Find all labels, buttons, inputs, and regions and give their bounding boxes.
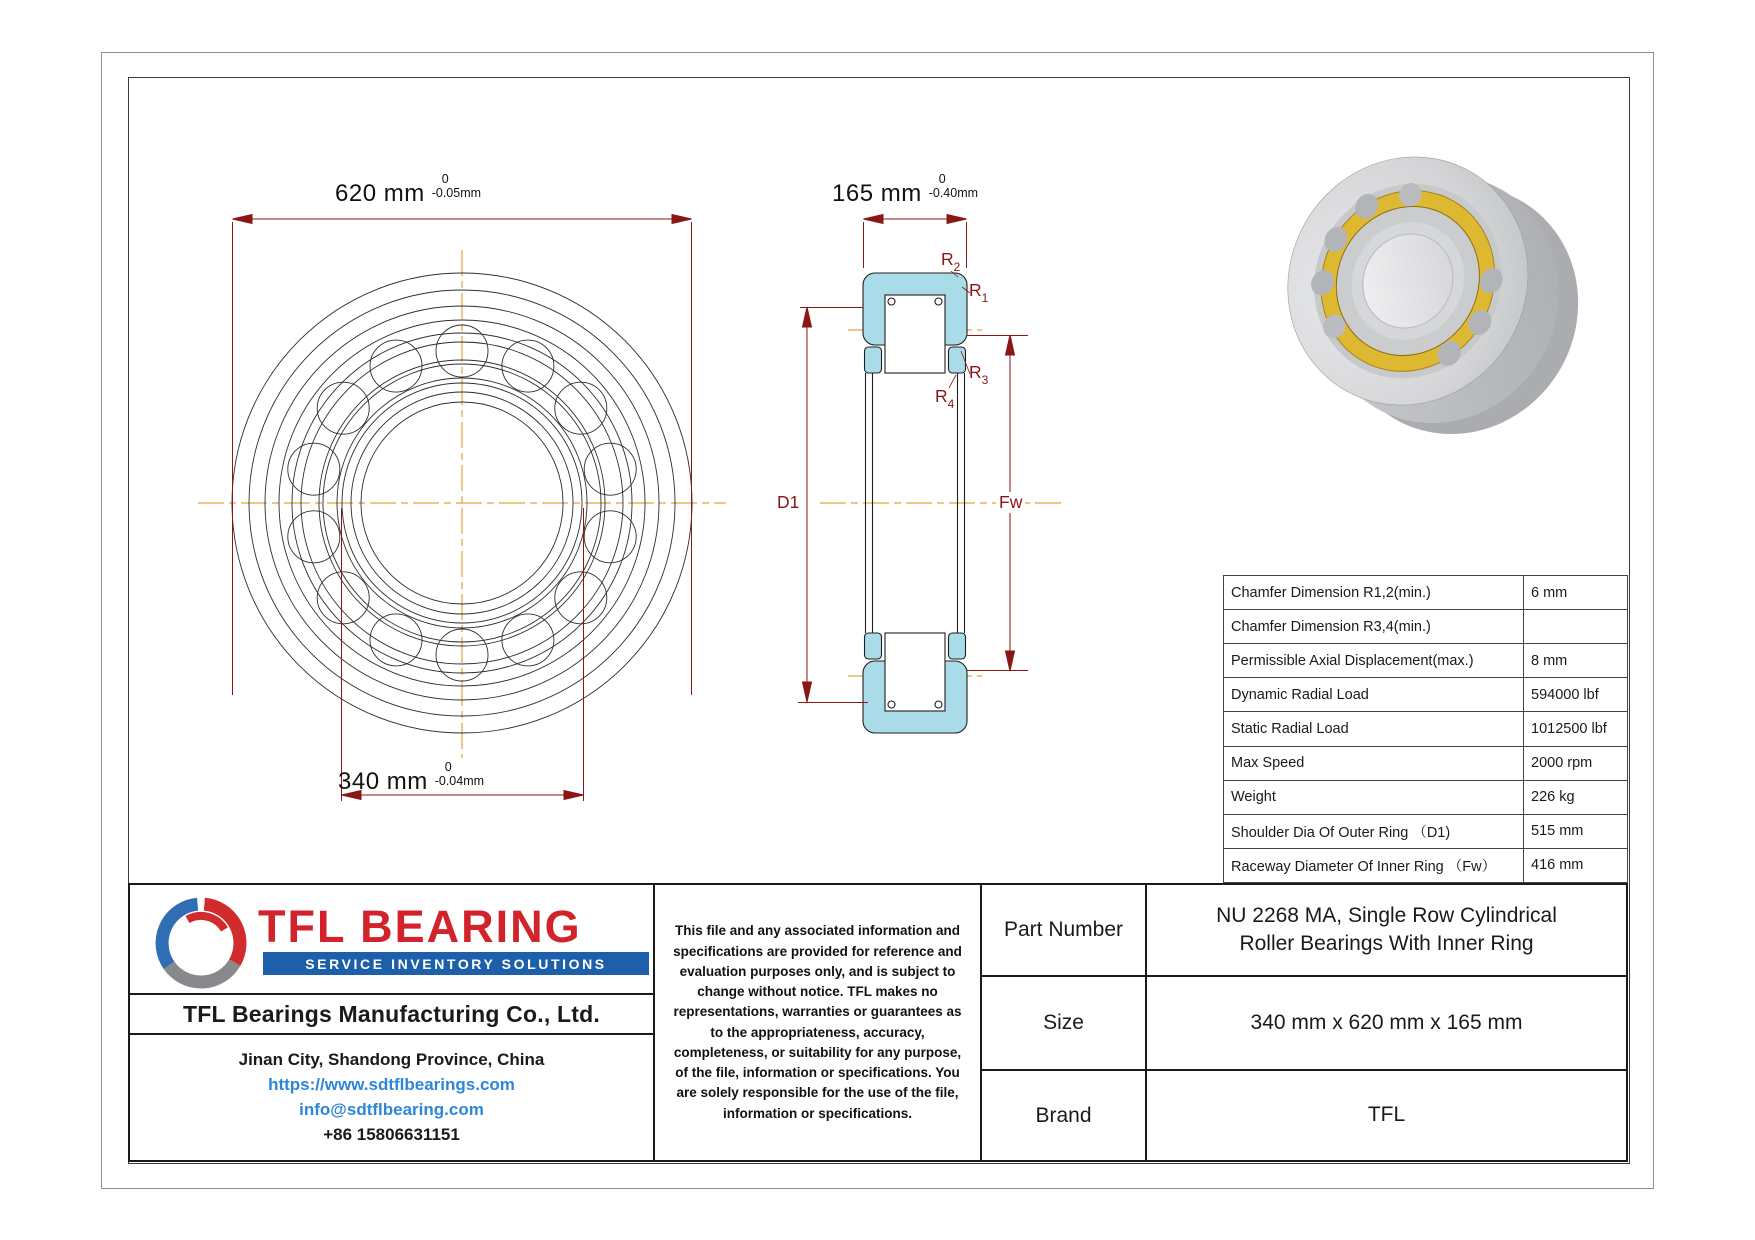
- spec-label: Chamfer Dimension R1,2(min.): [1224, 576, 1524, 609]
- label-r1: $R_1$: [969, 280, 989, 305]
- company-address-cell: [130, 1035, 655, 1160]
- disclaimer-text: This file and any associated information and specifications are provided for reference and evaluation purposes only, and is subject to change without notice. TFL makes no representations, warranties or guarantees as to the appropriateness, accuracy, completeness, or suitability for any purpose, of the file, information or specifications. You are solely responsible for the use of the file, information or specifications.: [673, 923, 962, 1121]
- dim-outer-value: 620 mm: [335, 180, 425, 207]
- size-value: 340 mm x 620 mm x 165 mm: [1250, 1010, 1523, 1034]
- spec-value: [1524, 610, 1627, 643]
- spec-value: 594000 lbf: [1531, 686, 1599, 703]
- table-row: [1224, 576, 1627, 610]
- table-row: [1224, 815, 1627, 849]
- company-phone: +86 15806631151: [323, 1125, 460, 1145]
- label-r3: $R_3$: [969, 362, 989, 387]
- label-r2: $R_2$: [941, 249, 961, 274]
- brand-value-cell: [1147, 1071, 1626, 1160]
- table-row: [1224, 781, 1627, 815]
- table-row: [1224, 678, 1627, 712]
- spec-label: Permissible Axial Displacement(max.): [1224, 644, 1524, 677]
- dim-width: [832, 172, 978, 206]
- label-fw: Fw: [996, 492, 1025, 513]
- spec-label: Raceway Diameter Of Inner Ring （Fw）: [1224, 849, 1524, 882]
- logo-banner: [263, 952, 649, 975]
- table-row: [1224, 610, 1627, 644]
- spec-value: 2000 rpm: [1531, 755, 1593, 772]
- spec-value: 226 kg: [1531, 789, 1575, 806]
- dim-bore-tol-upper: 0: [444, 760, 452, 774]
- part-number-value: NU 2268 MA, Single Row Cylindrical Roller Bearings With Inner Ring: [1216, 903, 1557, 955]
- disclaimer-cell: [655, 885, 982, 1160]
- spec-label: Dynamic Radial Load: [1224, 678, 1524, 711]
- size-label-cell: [982, 977, 1147, 1071]
- part-number-label: Part Number: [1003, 918, 1124, 941]
- size-label: Size: [1043, 1011, 1084, 1034]
- table-row: [1224, 712, 1627, 746]
- spec-value: 6 mm: [1531, 584, 1568, 601]
- specifications-table: [1223, 575, 1628, 883]
- dim-width-tol-upper: 0: [938, 172, 946, 186]
- spec-label: Shoulder Dia Of Outer Ring （D1): [1224, 815, 1524, 848]
- spec-value: 1012500 lbf: [1531, 720, 1607, 737]
- company-name-cell: [130, 995, 655, 1035]
- label-d1: D1: [777, 492, 800, 512]
- size-value-cell: [1147, 977, 1626, 1071]
- dim-width-value: 165 mm: [832, 180, 922, 207]
- company-address: Jinan City, Shandong Province, China: [238, 1049, 545, 1069]
- label-r4: $R_4$: [935, 386, 955, 411]
- dim-width-tol-lower: -0.40mm: [928, 186, 979, 200]
- table-row: [1224, 849, 1627, 882]
- brand-label-cell: [982, 1071, 1147, 1160]
- logo-wordmark: TFL BEARING: [258, 901, 582, 952]
- brand-value: TFL: [1367, 1103, 1406, 1127]
- part-number-value-cell: [1147, 885, 1626, 977]
- spec-label: Max Speed: [1224, 747, 1524, 780]
- dim-outer-tol-lower: -0.05mm: [431, 186, 482, 200]
- bearing-3d-render: [1243, 113, 1624, 478]
- spec-label: Chamfer Dimension R3,4(min.): [1224, 610, 1524, 643]
- spec-value: 8 mm: [1531, 652, 1568, 669]
- company-website-link[interactable]: https://www.sdtflbearings.com: [268, 1074, 515, 1094]
- table-row: [1224, 747, 1627, 781]
- dim-bore-diameter: [338, 760, 484, 794]
- spec-value: 515 mm: [1531, 823, 1584, 840]
- logo-banner-text: SERVICE INVENTORY SOLUTIONS: [305, 955, 607, 972]
- spec-value: 416 mm: [1531, 857, 1584, 874]
- dim-bore-tol-lower: -0.04mm: [434, 774, 485, 788]
- part-number-label-cell: [982, 885, 1147, 977]
- dim-bore-value: 340 mm: [338, 768, 428, 795]
- brand-label: Brand: [1035, 1103, 1092, 1127]
- spec-label: Weight: [1224, 781, 1524, 814]
- dim-outer-tol-upper: 0: [441, 172, 449, 186]
- company-name: TFL Bearings Manufacturing Co., Ltd.: [183, 1000, 600, 1027]
- dim-outer-diameter: [335, 172, 481, 206]
- spec-label: Static Radial Load: [1224, 712, 1524, 745]
- company-email-link[interactable]: info@sdtflbearing.com: [299, 1100, 484, 1119]
- table-row: [1224, 644, 1627, 678]
